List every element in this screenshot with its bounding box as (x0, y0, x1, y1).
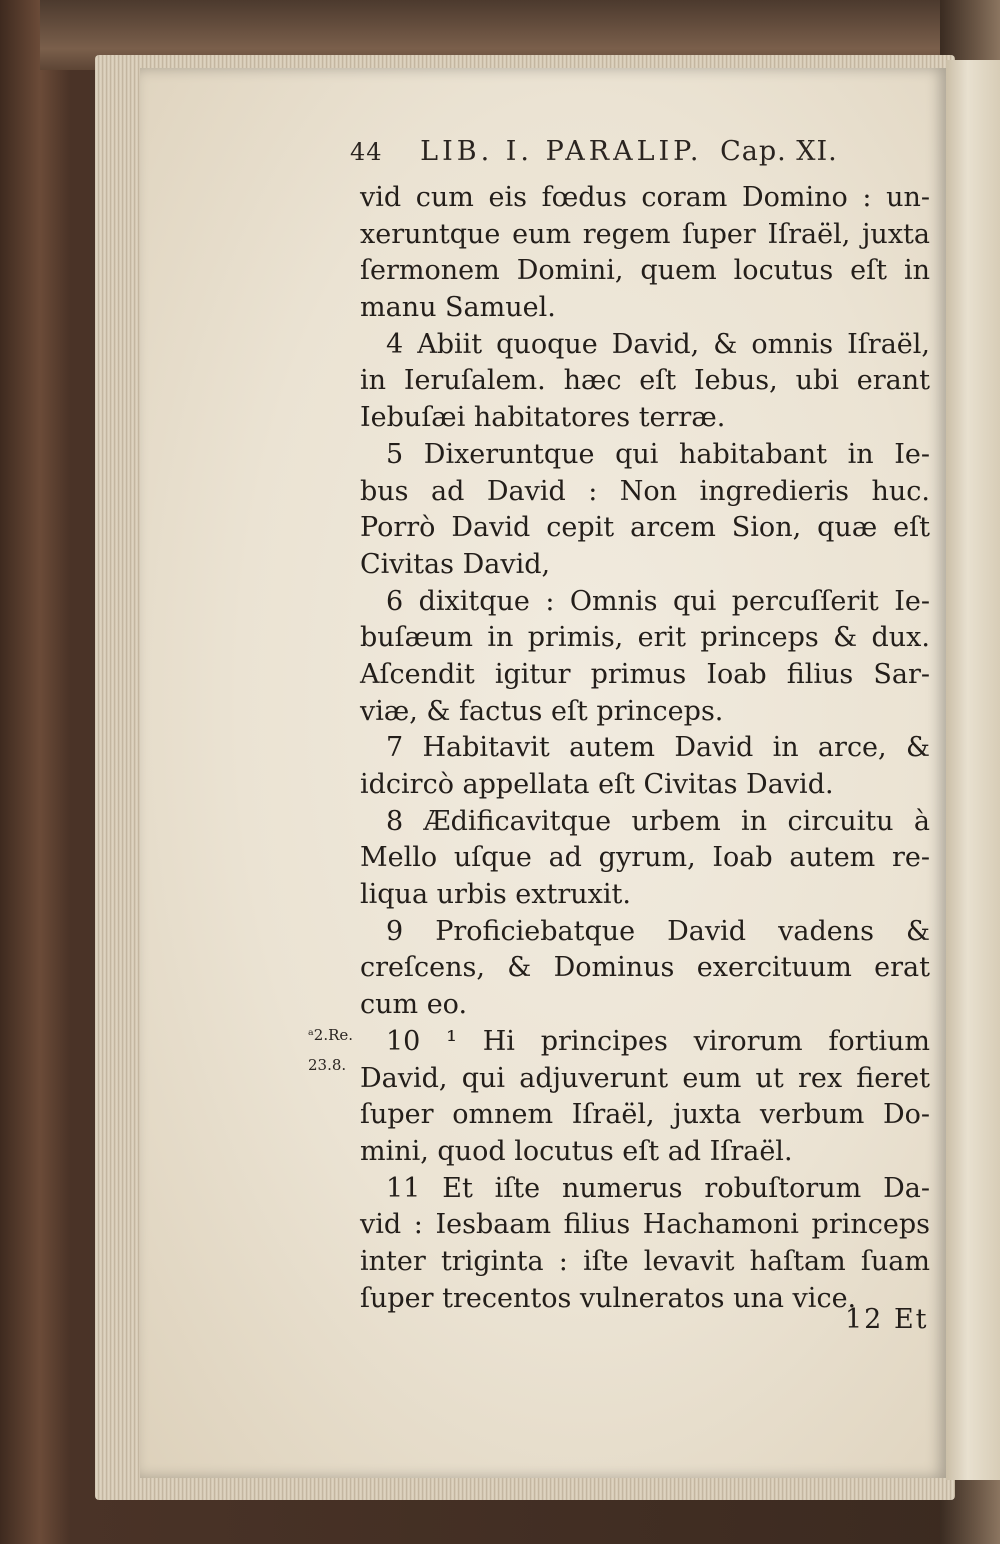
text-line: Porrò David cepit arcem Sion, quæ eſt (360, 512, 930, 544)
text-line: buſæum in primis, erit princeps & dux. (360, 622, 930, 654)
facing-page-edge (946, 60, 1000, 1480)
text-line: 4 Abiit quoque David, & omnis Iſraël, (386, 328, 930, 360)
text-line: Aſcendit igitur primus Ioab filius Sar- (360, 658, 930, 690)
text-line: 6 dixitque : Omnis qui percuſſerit Ie- (386, 585, 930, 617)
text-line: in Ieruſalem. hæc eſt Iebus, ubi erant (360, 365, 930, 397)
margin-reference-line: 23.8. (308, 1056, 347, 1074)
text-line: liqua urbis extruxit. (360, 879, 631, 911)
text-line: mini, quod locutus eſt ad Iſraël. (360, 1135, 793, 1167)
page-number: 44 (350, 138, 383, 166)
page-header (350, 136, 910, 176)
text-line: Iebuſæi habitatores terræ. (360, 402, 726, 434)
text-line: ſuper omnem Iſraël, juxta verbum Do- (360, 1099, 930, 1131)
chapter-label: Cap. XI. (720, 136, 838, 167)
text-line: ſermonem Domini, quem locutus eſt in (360, 255, 930, 287)
running-head: LIB. I. PARALIP. (420, 136, 703, 167)
text-line: inter triginta : iſte levavit haſtam ſuam (360, 1245, 930, 1277)
margin-reference (308, 1020, 368, 1080)
text-line: xeruntque eum regem ſuper Iſraël, juxta (360, 218, 930, 250)
text-line: viæ, & factus eſt princeps. (360, 695, 724, 727)
text-line: 5 Dixeruntque qui habitabant in Ie- (386, 438, 930, 470)
margin-reference-line: ᵃ2.Re. (308, 1026, 354, 1044)
text-line: Civitas David, (360, 548, 551, 580)
catchword: 12 Et (845, 1304, 929, 1335)
text-line: manu Samuel. (360, 292, 556, 324)
text-line: ſuper trecentos vulneratos una vice. (360, 1282, 857, 1314)
body-text (360, 180, 930, 1317)
text-line: vid : Iesbaam filius Hachamoni princeps (360, 1209, 930, 1241)
text-line: 7 Habitavit autem David in arce, & (386, 732, 930, 764)
text-line: cum eo. (360, 989, 468, 1021)
text-line: idcircò appellata eſt Civitas David. (360, 769, 834, 800)
text-line: creſcens, & Dominus exercituum erat (360, 952, 930, 984)
text-line: 10 ¹ Hi principes virorum fortium (386, 1025, 930, 1057)
text-line: 8 Ædificavitque urbem in circuitu à (386, 805, 930, 837)
text-line: David, qui adjuverunt eum ut rex fieret (360, 1062, 930, 1094)
text-line: Mello uſque ad gyrum, Ioab autem re- (360, 842, 930, 874)
text-line: 11 Et iſte numerus robuſtorum Da- (386, 1172, 930, 1204)
text-line: vid cum eis fœdus coram Domino : un- (360, 182, 930, 213)
text-line: 9 Proficiebatque David vadens & (386, 915, 930, 947)
text-line: bus ad David : Non ingredieris huc. (360, 475, 930, 507)
